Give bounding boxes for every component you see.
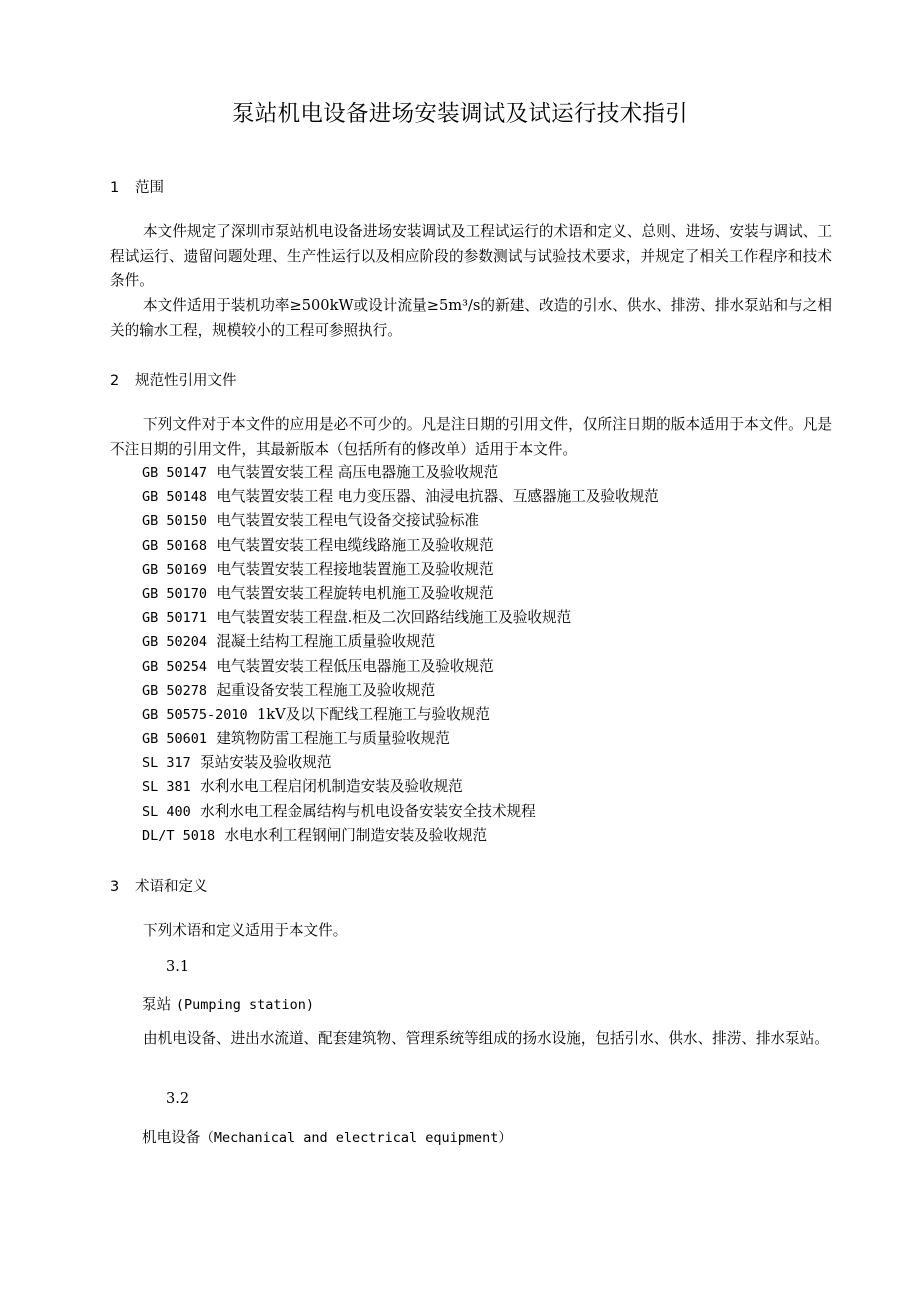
reference-name: 起重设备安装工程施工及验收规范	[216, 681, 436, 699]
reference-item	[142, 558, 659, 582]
reference-item	[142, 630, 659, 654]
reference-code: DL/T 5018	[142, 827, 216, 844]
reference-item	[142, 703, 659, 727]
reference-item	[142, 534, 659, 558]
term-3-2-name: 机电设备	[142, 1129, 201, 1146]
reference-item	[142, 751, 659, 775]
section-1-heading	[110, 176, 164, 197]
document-title: 泵站机电设备进场安装调试及试运行技术指引	[231, 101, 688, 127]
section-2-title: 规范性引用文件	[135, 373, 237, 389]
term-3-2	[142, 1126, 512, 1147]
section-2-intro: 下列文件对于本文件的应用是必不可少的。凡是注日期的引用文件，仅所注日期的版本适用于本文件。凡是不注日期的引用文件，其最新版本（包括所有的修改单）适用于本文件。	[110, 416, 832, 458]
reference-name: 水电水利工程钢闸门制造安装及验收规范	[224, 826, 488, 844]
reference-code: SL 317	[142, 755, 191, 772]
section-1-paragraph-1: 本文件规定了深圳市泵站机电设备进场安装调试及工程试运行的术语和定义、总则、进场、安装与调试、工程试运行、遗留问题处理、生产性运行以及相应阶段的参数测试与试验技术要求，并规定了相关工作程序和技术条件。	[110, 223, 832, 289]
reference-item	[142, 582, 659, 606]
reference-item	[142, 606, 659, 630]
section-2-heading	[110, 369, 237, 390]
reference-name: 电气装置安装工程 高压电器施工及验收规范	[216, 464, 499, 481]
reference-name: 电气装置安装工程盘.柜及二次回路结线施工及验收规范	[216, 609, 572, 627]
section-3-intro: 下列术语和定义适用于本文件。	[143, 922, 348, 939]
section-3-title: 术语和定义	[135, 879, 208, 895]
section-1-title: 范围	[135, 180, 164, 196]
reference-code: GB 50148	[142, 489, 208, 506]
reference-code: GB 50170	[142, 585, 208, 602]
reference-code: SL 381	[142, 779, 191, 796]
term-3-1	[142, 993, 314, 1014]
reference-name: 电气装置安装工程电缆线路施工及验收规范	[216, 536, 494, 554]
term-3-1-english: (Pumping station)	[175, 997, 315, 1013]
reference-code: GB 50575-2010	[142, 706, 248, 723]
term-3-1-definition: 由机电设备、进出水流道、配套建筑物、管理系统等组成的扬水设施，包括引水、供水、排涝、排水泵站。	[143, 1030, 829, 1047]
reference-code: GB 50150	[142, 513, 208, 530]
reference-code: GB 50168	[142, 537, 208, 554]
section-1-number: 1	[110, 180, 120, 196]
reference-code: GB 50171	[142, 610, 208, 627]
reference-item	[142, 509, 659, 533]
reference-name: 电气装置安装工程 电力变压器、油浸电抗器、互感器施工及验收规范	[216, 488, 659, 506]
reference-name: 1kV及以下配线工程施工与验收规范	[256, 705, 490, 723]
reference-name: 建筑物防雷工程施工与质量验收规范	[216, 730, 450, 748]
reference-code: GB 50254	[142, 658, 208, 675]
reference-list	[142, 461, 659, 848]
reference-code: GB 50601	[142, 731, 208, 748]
reference-code: GB 50169	[142, 561, 208, 578]
reference-item	[142, 485, 659, 509]
reference-item	[142, 727, 659, 751]
reference-name: 水利水电工程启闭机制造安装及验收规范	[200, 778, 463, 796]
reference-name: 混凝土结构工程施工质量验收规范	[216, 633, 436, 651]
reference-code: GB 50278	[142, 682, 208, 699]
reference-name: 电气装置安装工程电气设备交接试验标准	[216, 512, 480, 530]
reference-name: 电气装置安装工程低压电器施工及验收规范	[216, 657, 494, 675]
section-2-number: 2	[110, 373, 120, 389]
reference-item	[142, 800, 659, 824]
reference-name: 泵站安装及验收规范	[200, 754, 332, 772]
section-3-number: 3	[110, 879, 120, 895]
reference-code: GB 50147	[142, 465, 208, 481]
reference-name: 水利水电工程金属结构与机电设备安装安全技术规程	[200, 802, 536, 820]
term-3-2-english: （Mechanical and electrical equipment）	[200, 1130, 512, 1146]
reference-item	[142, 824, 659, 848]
clause-3-1-number: 3.1	[166, 959, 190, 975]
reference-name: 电气装置安装工程接地装置施工及验收规范	[216, 560, 494, 578]
reference-item	[142, 679, 659, 703]
reference-name: 电气装置安装工程旋转电机施工及验收规范	[216, 584, 494, 602]
reference-item	[142, 461, 659, 485]
reference-code: GB 50204	[142, 634, 208, 651]
clause-3-2-number: 3.2	[166, 1091, 190, 1107]
term-3-1-name: 泵站	[142, 996, 172, 1013]
reference-item	[142, 775, 659, 799]
reference-code: SL 400	[142, 803, 191, 820]
reference-item	[142, 655, 659, 679]
section-3-heading	[110, 875, 208, 896]
section-1-paragraph-2: 本文件适用于装机功率≥500kW或设计流量≥5m³/s的新建、改造的引水、供水、排涝、排水泵站和与之相关的输水工程，规模较小的工程可参照执行。	[110, 297, 832, 339]
